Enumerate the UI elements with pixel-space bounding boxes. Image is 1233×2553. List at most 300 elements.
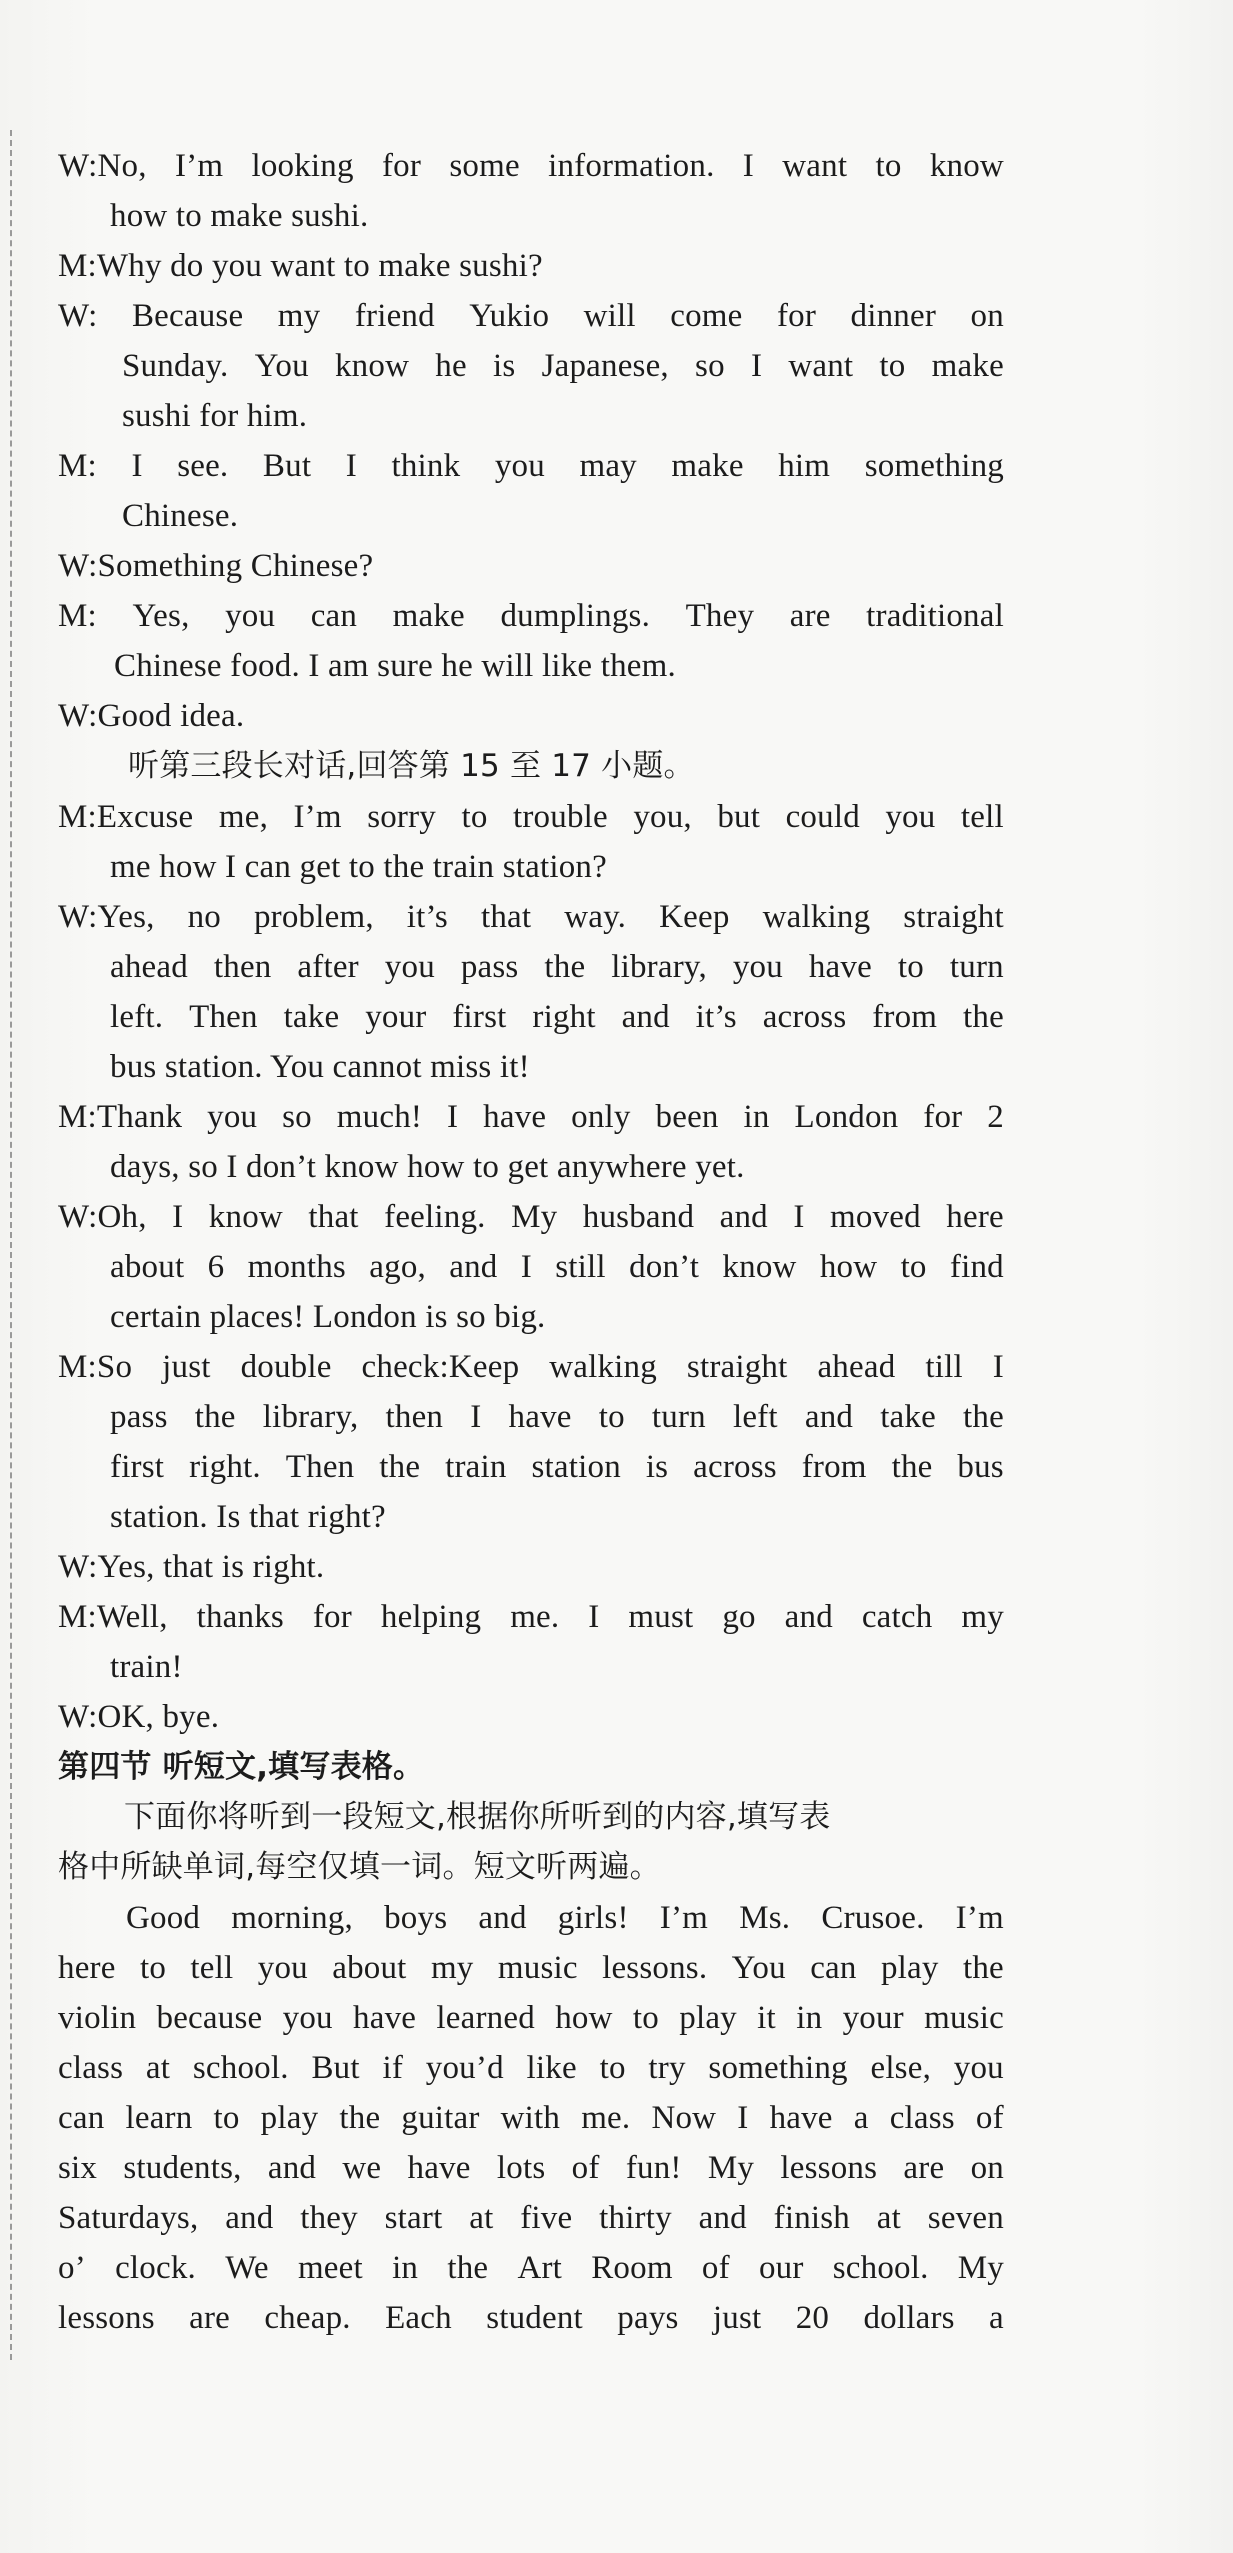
word: lessons [780,2150,878,2186]
word: M: [58,448,97,484]
word: make [931,348,1004,384]
word: school. [192,2050,289,2086]
word: my [961,1599,1004,1635]
word: tell [960,799,1004,835]
word: M:Well, [58,1599,168,1635]
text-line [58,1197,1004,1237]
word: traditional [866,598,1004,634]
word: meet [297,2250,363,2286]
word: right. [189,1449,261,1485]
word: walking [549,1349,657,1385]
word: across [693,1449,777,1485]
word: library, [611,949,707,985]
word: of [975,2100,1004,2136]
word: M:So [58,1349,133,1385]
word: the [891,1449,933,1485]
word: to [900,1249,927,1285]
word: W: [58,298,98,334]
word: to [897,949,924,985]
word: Good [126,1900,201,1936]
word: I [793,1199,805,1235]
word: here [946,1199,1004,1235]
text-line: days, so I don’t know how to get anywhere yet. [110,1149,745,1185]
word: come [670,298,743,334]
word: no [187,899,221,935]
word: can [58,2100,105,2136]
word: for [381,148,422,184]
word: the [194,1399,236,1435]
word: o’ [58,2250,86,2286]
word: turn [949,949,1004,985]
word: library, [262,1399,359,1435]
word: on [970,298,1004,334]
word: walking [762,899,871,935]
word: the [962,1950,1004,1986]
word: just [162,1349,211,1385]
word: W:Yes, [58,899,155,935]
word: left [732,1399,778,1435]
word: and [225,2200,274,2236]
word: five [520,2200,573,2236]
word: like [526,2050,577,2086]
word: find [949,1249,1004,1285]
word: to [461,799,488,835]
text-line: W:Good idea. [58,698,245,734]
word: have [769,2100,833,2136]
word: have [483,1099,547,1135]
text-line: sushi for him. [122,398,308,434]
word: They [685,598,755,634]
word: Yukio [469,298,550,334]
word: to [213,2100,240,2136]
word: Japanese, [541,348,669,384]
section-instruction: 格中所缺单词,每空仅填一词。短文听两遍。 [58,1849,661,1885]
word: You [254,348,309,384]
word: your [842,2000,904,2036]
word: moved [829,1199,921,1235]
word: of [701,2250,730,2286]
word: been [655,1099,719,1135]
word: much! [336,1099,423,1135]
word: tell [190,1950,234,1986]
word: you [207,1099,258,1135]
word: you [225,598,276,634]
text-line [58,2148,1004,2188]
word: You [731,1950,786,1986]
word: it [757,2000,776,2036]
word: that [308,1199,359,1235]
word: morning, [231,1900,353,1936]
word: learn [125,2100,193,2136]
text-line: Chinese food. I am sure he will like them. [114,648,676,684]
word: school. [832,2250,929,2286]
section-instruction: 下面你将听到一段短文,根据你所听到的内容,填写表 [124,1799,831,1835]
word: friend [354,298,435,334]
word: across [762,999,847,1035]
word: to [598,1399,625,1435]
word: music [497,1950,578,1986]
word: I [588,1599,600,1635]
word: and [621,999,670,1035]
word: W:Oh, [58,1199,147,1235]
word: make [392,598,465,634]
word: are [903,2150,945,2186]
word: want [782,148,848,184]
word: you [953,2050,1004,2086]
word: way. [564,899,627,935]
word: I’m [955,1900,1004,1936]
text-line [58,1347,1004,1387]
word: the [963,1399,1004,1435]
word: will [583,298,636,334]
word: a [989,2300,1004,2336]
word: clock. [115,2250,196,2286]
word: my [430,1950,474,1986]
word: play [260,2100,319,2136]
word: know [929,148,1004,184]
word: it’s [695,999,737,1035]
word: Ms. [739,1900,791,1936]
word: violin [58,2000,137,2036]
word: Art [517,2250,563,2286]
word: 20 [795,2300,830,2336]
text-line [58,797,1004,837]
word: turn [651,1399,706,1435]
word: to [599,2050,626,2086]
word: you [732,949,783,985]
text-line [110,947,1004,987]
word: only [571,1099,631,1135]
word: know [722,1249,797,1285]
word: so [282,1099,312,1135]
word: We [225,2250,269,2286]
word: but [717,799,761,835]
word: on [970,2150,1004,2186]
word: at [469,2200,494,2236]
text-line [58,2098,1004,2138]
text-line [110,997,1004,1037]
word: M:Excuse [58,799,194,835]
word: train [445,1449,507,1485]
text-line [58,1998,1004,2038]
word: me. [510,1599,560,1635]
text-line: station. Is that right? [110,1499,386,1535]
word: I [520,1249,532,1285]
text-line [58,2048,1004,2088]
word: else, [870,2050,932,2086]
text-line [58,2298,1004,2338]
word: till [925,1349,963,1385]
word: at [876,2200,902,2236]
word: you, [633,799,692,835]
text-line: W:OK, bye. [58,1699,220,1735]
text-line [58,596,1004,636]
text-line: how to make sushi. [110,198,369,234]
word: a [853,2100,869,2136]
word: to [139,1950,167,1986]
word: know [208,1199,283,1235]
text-line: train! [110,1649,183,1685]
text-line [58,1948,1004,1988]
word: straight [903,899,1004,935]
word: 6 [207,1249,225,1285]
word: student [486,2300,583,2336]
word: he [435,348,467,384]
word: the [379,1449,421,1485]
word: My [511,1199,558,1235]
word: feeling. [384,1199,486,1235]
word: I [470,1399,482,1435]
word: looking [251,148,354,184]
word: so [695,348,725,384]
text-line [58,146,1004,186]
word: then [213,949,272,985]
word: I [447,1099,459,1135]
word: know [334,348,410,384]
word: check:Keep [361,1349,520,1385]
word: my [277,298,321,334]
word: here [58,1950,116,1986]
word: how [555,2000,613,2036]
word: have [508,1399,572,1435]
word: dollars [863,2300,955,2336]
word: me, [218,799,269,835]
word: class [889,2100,955,2136]
text-line [58,2248,1004,2288]
word: want [788,348,854,384]
word: and [449,1249,498,1285]
text-line: W:Yes, that is right. [58,1549,325,1585]
word: see. [177,448,229,484]
word: Then [285,1449,355,1485]
text-line: me how I can get to the train station? [110,849,607,885]
section-heading: 第四节 听短文,填写表格。 [58,1749,425,1785]
word: in [796,2000,823,2036]
word: have [407,2150,471,2186]
word: must [628,1599,694,1635]
word: take [880,1399,936,1435]
word: you [384,949,435,985]
word: start [384,2200,443,2236]
word: left. [110,999,164,1035]
word: it’s [406,899,448,935]
word: thanks [196,1599,284,1635]
word: finish [773,2200,851,2236]
word: I’m [659,1900,709,1936]
word: pays [617,2300,679,2336]
word: in [392,2250,419,2286]
word: from [801,1449,867,1485]
text-line [110,1447,1004,1487]
word: trouble [513,799,608,835]
word: Now [651,2100,717,2136]
word: sorry [367,799,437,835]
word: first [452,999,507,1035]
word: first [110,1449,165,1485]
word: you [257,1950,308,1986]
text-line [110,1397,1004,1437]
word: months [247,1249,346,1285]
word: Room [591,2250,673,2286]
word: and [784,1599,833,1635]
text-line [122,346,1004,386]
word: and [478,1900,527,1936]
word: boys [384,1900,448,1936]
word: think [391,448,461,484]
word: 2 [987,1099,1004,1135]
word: cheap. [264,2300,351,2336]
word: pass [110,1399,168,1435]
word: I [737,2100,749,2136]
word: I’m [174,148,224,184]
word: lessons. [602,1950,708,1986]
word: go [722,1599,756,1635]
word: you [885,799,936,835]
word: you [282,2000,333,2036]
text-line [58,296,1004,336]
word: the [447,2250,489,2286]
word: to [632,2000,659,2036]
word: girls! [557,1900,629,1936]
word: play [880,1950,939,1986]
word: fun! [625,2150,682,2186]
word: and [804,1399,854,1435]
word: My [707,2150,755,2186]
word: But [262,448,312,484]
word: the [339,2100,381,2136]
word: information. [548,148,715,184]
word: for [776,298,817,334]
word: I [131,448,143,484]
word: ago, [369,1249,426,1285]
text-line: Chinese. [122,498,239,534]
word: ahead [817,1349,896,1385]
word: I [172,1199,184,1235]
text-line [58,446,1004,486]
word: My [957,2250,1004,2286]
word: ahead [110,949,188,985]
word: Sunday. [122,348,229,384]
word: because [156,2000,263,2036]
word: Yes, [132,598,190,634]
word: seven [927,2200,1004,2236]
text-line [110,1247,1004,1287]
word: him [778,448,831,484]
word: could [785,799,860,835]
text-line [58,1597,1004,1637]
word: right [532,999,596,1035]
word: then [385,1399,444,1435]
text-line [126,1898,1004,1938]
text-line: bus station. You cannot miss it! [110,1049,530,1085]
word: you [494,448,545,484]
word: I’m [293,799,342,835]
word: that [480,899,532,935]
word: with [500,2100,561,2136]
word: we [342,2150,382,2186]
word: problem, [253,899,374,935]
word: and [698,2200,747,2236]
word: to [875,148,902,184]
word: take [283,999,340,1035]
word: music [924,2000,1004,2036]
word: the [544,949,586,985]
word: are [789,598,831,634]
section-instruction: 听第三段长对话,回答第 15 至 17 小题。 [128,748,695,784]
word: dumplings. [500,598,651,634]
word: are [189,2300,230,2336]
word: learned [436,2000,535,2036]
word: bus [957,1449,1004,1485]
word: lots [496,2150,546,2186]
word: just [712,2300,762,2336]
word: and [719,1199,768,1235]
word: me. [581,2100,631,2136]
binding-dashed-line [10,130,12,2360]
word: how [819,1249,878,1285]
word: our [758,2250,804,2286]
word: M:Thank [58,1099,183,1135]
word: Because [131,298,244,334]
word: pass [460,949,519,985]
word: husband [582,1199,695,1235]
word: can [310,598,358,634]
word: for [923,1099,963,1135]
word: can [810,1950,857,1986]
word: helping [380,1599,482,1635]
text-line [58,2198,1004,2238]
word: Saturdays, [58,2200,199,2236]
word: the [963,999,1004,1035]
word: from [872,999,938,1035]
word: Each [385,2300,452,2336]
word: lessons [58,2300,155,2336]
word: have [808,949,872,985]
word: may [579,448,637,484]
word: dinner [850,298,937,334]
word: I [345,448,357,484]
word: straight [686,1349,788,1385]
text-line [58,1097,1004,1137]
word: catch [861,1599,933,1635]
word: But [311,2050,360,2086]
word: play [679,2000,737,2036]
word: is [492,348,516,384]
word: thirty [599,2200,672,2236]
text-line [58,897,1004,937]
word: after [297,949,359,985]
word: students, [123,2150,242,2186]
word: you’d [425,2050,504,2086]
word: I [750,348,763,384]
word: they [300,2200,358,2236]
word: something [708,2050,848,2086]
word: W:No, [58,148,147,184]
word: have [353,2000,417,2036]
word: is [645,1449,669,1485]
word: make [671,448,744,484]
word: M: [58,598,97,634]
word: London [794,1099,899,1135]
word: and [267,2150,317,2186]
text-line: M:Why do you want to make sushi? [58,248,543,284]
word: some [449,148,520,184]
word: about [332,1950,407,1986]
word: at [145,2050,171,2086]
word: still [555,1249,606,1285]
word: Crusoe. [821,1900,925,1936]
word: six [58,2150,98,2186]
